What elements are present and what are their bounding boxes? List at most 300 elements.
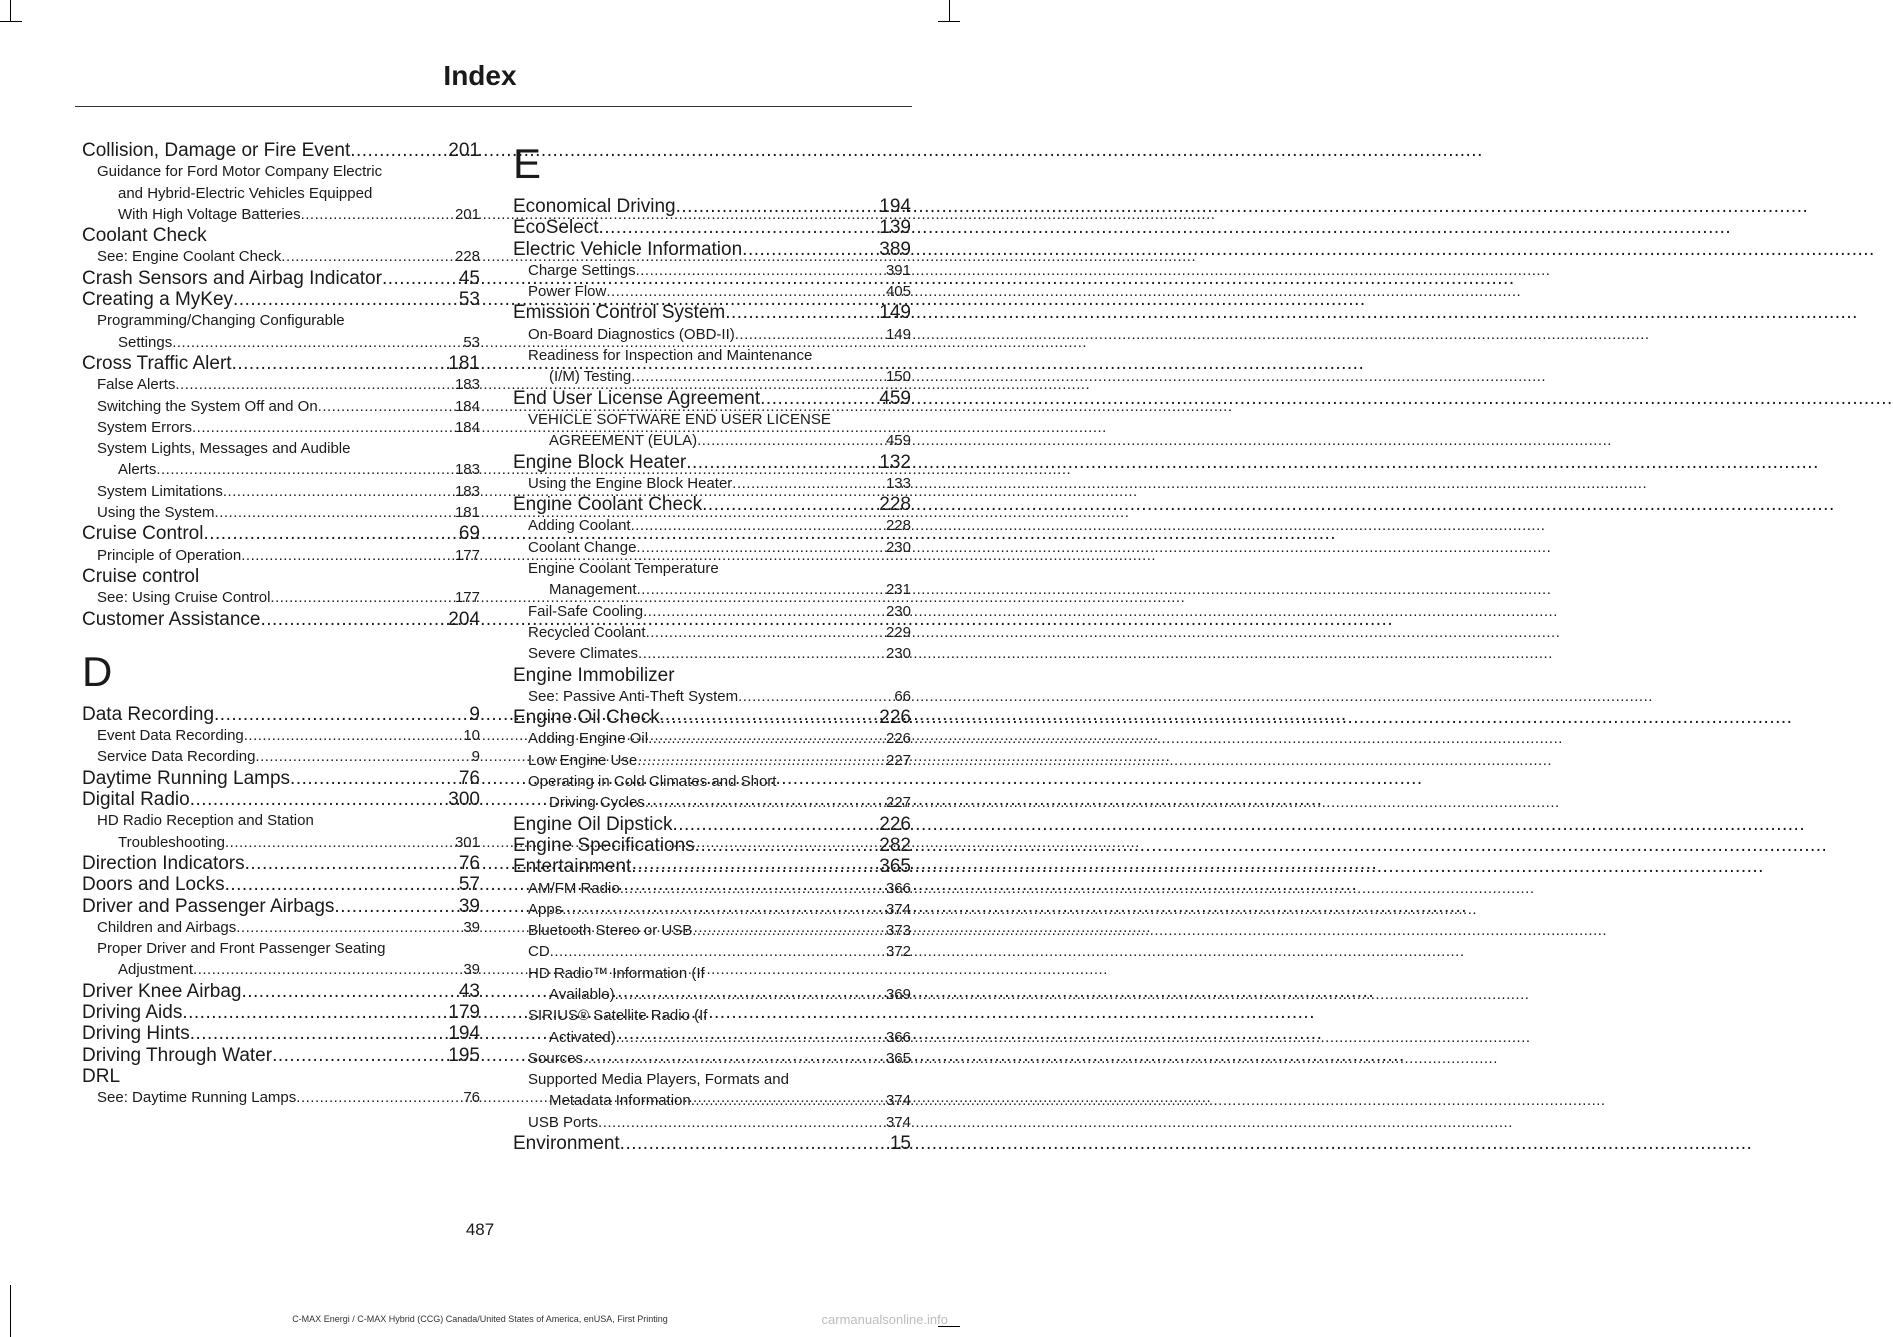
entry-row bbox=[97, 396, 480, 417]
entry-row bbox=[82, 609, 480, 630]
entry-row bbox=[82, 896, 480, 917]
leader-dots bbox=[686, 452, 879, 473]
entry-page-number: 300 bbox=[448, 789, 480, 811]
entry-title: With High Voltage Batteries bbox=[118, 205, 301, 223]
leader-dots bbox=[172, 332, 463, 353]
entry-row bbox=[97, 204, 480, 225]
leader-dots bbox=[738, 686, 894, 707]
leader-dots bbox=[232, 353, 449, 374]
leader-dots bbox=[725, 302, 879, 323]
entry-row bbox=[528, 920, 911, 941]
entry-title: Doors and Locks bbox=[82, 874, 225, 896]
index-column-right bbox=[513, 140, 911, 1154]
index-entry bbox=[82, 289, 480, 310]
crop-mark bbox=[949, 0, 950, 22]
entry-page-number: 9 bbox=[471, 748, 480, 766]
entry-row bbox=[82, 874, 480, 895]
entry-row bbox=[97, 959, 480, 980]
entry-title: Engine Immobilizer bbox=[513, 664, 675, 686]
index-entry bbox=[513, 835, 911, 856]
entry-page-number: 76 bbox=[458, 767, 480, 789]
entry-page-number: 365 bbox=[879, 856, 911, 878]
entry-row bbox=[528, 643, 911, 664]
entry-row bbox=[528, 324, 911, 345]
entry-title: End User License Agreement bbox=[513, 387, 761, 409]
index-subentry bbox=[513, 473, 911, 494]
leader-dots bbox=[255, 746, 471, 767]
index-entry bbox=[82, 1002, 480, 1023]
entry-text-line: System Lights, Messages and Audible bbox=[97, 440, 351, 458]
entry-row bbox=[82, 523, 480, 544]
entry-page-number: 373 bbox=[885, 922, 911, 940]
entry-row bbox=[528, 792, 911, 813]
leader-dots bbox=[215, 502, 455, 523]
entry-row bbox=[528, 686, 911, 707]
entry-page-number: 15 bbox=[889, 1133, 911, 1155]
entry-page-number: 184 bbox=[454, 397, 480, 415]
index-subentry bbox=[82, 396, 480, 417]
index-subentry bbox=[513, 515, 911, 536]
entry-page-number: 228 bbox=[885, 517, 911, 535]
entry-row bbox=[528, 473, 911, 494]
leader-dots bbox=[620, 878, 886, 899]
watermark: carmanualsonline.info bbox=[821, 1312, 948, 1327]
entry-page-number: 139 bbox=[879, 217, 911, 239]
leader-dots bbox=[583, 1048, 886, 1069]
index-subentry bbox=[82, 1087, 480, 1108]
entry-row bbox=[513, 302, 911, 323]
index-subentry bbox=[513, 750, 911, 771]
leader-dots bbox=[272, 1045, 448, 1066]
entry-page-number: 179 bbox=[448, 1001, 480, 1023]
leader-dots bbox=[156, 459, 455, 480]
entry-page-number: 194 bbox=[879, 196, 911, 217]
index-entry bbox=[82, 1023, 480, 1044]
leader-dots bbox=[697, 430, 886, 451]
index-entry bbox=[513, 302, 911, 323]
entry-row bbox=[97, 725, 480, 746]
entry-row bbox=[528, 260, 911, 281]
entry-row bbox=[528, 601, 911, 622]
entry-title: Management bbox=[549, 581, 637, 599]
leader-dots bbox=[190, 1023, 449, 1044]
entry-title: On-Board Diagnostics (OBD-II) bbox=[528, 325, 735, 343]
entry-page-number: 201 bbox=[448, 140, 480, 161]
index-subentry bbox=[513, 409, 911, 452]
entry-title: Data Recording bbox=[82, 703, 215, 725]
index-entry bbox=[513, 239, 911, 260]
entry-title: Power Flow bbox=[528, 283, 607, 301]
entry-title: Service Data Recording bbox=[97, 748, 256, 766]
entry-page-number: 228 bbox=[879, 494, 911, 516]
leader-dots bbox=[631, 366, 886, 387]
entry-row bbox=[82, 1045, 480, 1066]
entry-page-number: 10 bbox=[463, 727, 480, 745]
entry-row bbox=[82, 981, 480, 1002]
entry-page-number: 374 bbox=[885, 1092, 911, 1110]
entry-title: Electric Vehicle Information bbox=[513, 238, 743, 260]
entry-title: Adjustment bbox=[118, 961, 194, 979]
index-subentry bbox=[82, 746, 480, 767]
index-entry bbox=[82, 225, 480, 246]
index-entry bbox=[82, 523, 480, 544]
entry-text-line: HD Radio™ Information (If bbox=[528, 964, 705, 982]
entry-text-line: SIRIUS® Satellite Radio (If bbox=[528, 1007, 708, 1025]
entry-title: Customer Assistance bbox=[82, 608, 261, 630]
entry-title: Severe Climates bbox=[528, 645, 639, 663]
index-entry bbox=[513, 494, 911, 515]
entry-row bbox=[528, 878, 911, 899]
entry-page-number: 149 bbox=[885, 325, 911, 343]
page-title: Index bbox=[443, 60, 517, 91]
section-letter: E bbox=[513, 140, 542, 187]
entry-text-line: Proper Driver and Front Passenger Seating bbox=[97, 940, 386, 958]
entry-title: AGREEMENT (EULA) bbox=[549, 432, 698, 450]
entry-title: DRL bbox=[82, 1065, 121, 1087]
leader-dots bbox=[631, 856, 879, 877]
leader-dots bbox=[182, 1002, 448, 1023]
entry-page-number: 405 bbox=[885, 283, 911, 301]
entry-title: Troubleshooting bbox=[118, 833, 226, 851]
leader-dots bbox=[241, 545, 455, 566]
entry-row bbox=[528, 941, 911, 962]
entry-title: See: Daytime Running Lamps bbox=[97, 1089, 297, 1107]
entry-row bbox=[513, 452, 911, 473]
entry-row bbox=[513, 494, 911, 515]
entry-row bbox=[97, 545, 480, 566]
entry-row bbox=[513, 239, 911, 260]
crop-mark bbox=[10, 0, 11, 22]
entry-title: Direction Indicators bbox=[82, 852, 245, 874]
entry-title: See: Engine Coolant Check bbox=[97, 248, 282, 266]
entry-row bbox=[513, 665, 911, 686]
leader-dots bbox=[382, 268, 459, 289]
entry-title: Settings bbox=[118, 333, 173, 351]
leader-dots bbox=[281, 246, 455, 267]
entry-title: EcoSelect bbox=[513, 217, 599, 239]
entry-page-number: 365 bbox=[885, 1049, 911, 1067]
entry-row bbox=[97, 917, 480, 938]
leader-dots bbox=[637, 579, 886, 600]
leader-dots bbox=[732, 473, 886, 494]
entry-page-number: 181 bbox=[454, 504, 480, 522]
index-entry bbox=[82, 853, 480, 874]
leader-dots bbox=[631, 515, 886, 536]
entry-title: System Limitations bbox=[97, 482, 223, 500]
leader-dots bbox=[695, 835, 880, 856]
entry-row bbox=[82, 289, 480, 310]
entry-page-number: 76 bbox=[458, 852, 480, 874]
entry-title: CD bbox=[528, 943, 550, 961]
entry-row bbox=[97, 374, 480, 395]
index-entry bbox=[82, 874, 480, 895]
entry-row bbox=[82, 566, 480, 587]
leader-dots bbox=[692, 920, 886, 941]
entry-title: Driver Knee Airbag bbox=[82, 980, 242, 1002]
entry-row bbox=[513, 196, 911, 217]
index-subentry bbox=[513, 728, 911, 749]
entry-title: Engine Specifications bbox=[513, 834, 695, 856]
leader-dots bbox=[637, 750, 886, 771]
entry-title: Driving Cycles bbox=[549, 794, 645, 812]
index-subentry bbox=[513, 1048, 911, 1069]
entry-row bbox=[528, 1090, 911, 1111]
entry-page-number: 69 bbox=[458, 523, 480, 545]
index-subentry bbox=[513, 771, 911, 814]
entry-title: Cruise Control bbox=[82, 523, 204, 545]
leader-dots bbox=[648, 728, 886, 749]
entry-title: Engine Oil Dipstick bbox=[513, 813, 673, 835]
index-subentry bbox=[513, 601, 911, 622]
entry-row bbox=[97, 332, 480, 353]
index-entry bbox=[513, 665, 911, 686]
entry-title: Low Engine Use bbox=[528, 751, 638, 769]
index-subentry bbox=[82, 810, 480, 853]
entry-page-number: 9 bbox=[469, 703, 480, 725]
entry-row bbox=[97, 246, 480, 267]
entry-page-number: 39 bbox=[463, 961, 480, 979]
entry-text-line: Readiness for Inspection and Maintenance bbox=[528, 347, 813, 365]
entry-page-number: 459 bbox=[885, 432, 911, 450]
entry-row bbox=[513, 217, 911, 238]
leader-dots bbox=[193, 959, 463, 980]
entry-title: System Errors bbox=[97, 418, 193, 436]
index-entry bbox=[82, 353, 480, 374]
entry-page-number: 57 bbox=[458, 874, 480, 896]
entry-title: Activated) bbox=[549, 1028, 616, 1046]
entry-row bbox=[97, 502, 480, 523]
leader-dots bbox=[334, 896, 458, 917]
leader-dots bbox=[735, 324, 886, 345]
entry-page-number: 301 bbox=[454, 833, 480, 851]
entry-title: Alerts bbox=[118, 461, 157, 479]
entry-page-number: 39 bbox=[463, 918, 480, 936]
leader-dots bbox=[270, 587, 455, 608]
entry-page-number: 194 bbox=[448, 1023, 480, 1045]
index-entry bbox=[82, 1066, 480, 1087]
index-subentry bbox=[82, 502, 480, 523]
entry-text-line: Engine Coolant Temperature bbox=[528, 560, 719, 578]
index-subentry bbox=[513, 963, 911, 1006]
entry-title: Daytime Running Lamps bbox=[82, 767, 291, 789]
index-entry bbox=[82, 140, 480, 161]
entry-title: Entertainment bbox=[513, 856, 632, 878]
entry-page-number: 391 bbox=[885, 261, 911, 279]
entry-title: Driving Aids bbox=[82, 1001, 183, 1023]
entry-row bbox=[82, 353, 480, 374]
entry-row bbox=[528, 1027, 911, 1048]
index-entry bbox=[82, 1045, 480, 1066]
leader-dots bbox=[643, 601, 886, 622]
leader-dots bbox=[241, 981, 458, 1002]
header-divider bbox=[75, 106, 912, 107]
index-subentry bbox=[82, 310, 480, 353]
entry-page-number: 282 bbox=[879, 834, 911, 856]
entry-title: Driving Hints bbox=[82, 1023, 190, 1045]
entry-row bbox=[97, 417, 480, 438]
index-entry bbox=[513, 856, 911, 877]
index-entry bbox=[513, 452, 911, 473]
index-subentry bbox=[82, 545, 480, 566]
entry-text-line: Supported Media Players, Formats and bbox=[528, 1071, 789, 1089]
index-subentry bbox=[82, 438, 480, 481]
entry-title: See: Using Cruise Control bbox=[97, 589, 271, 607]
leader-dots bbox=[676, 196, 880, 217]
index-subentry bbox=[82, 374, 480, 395]
leader-dots bbox=[244, 725, 464, 746]
entry-page-number: 366 bbox=[885, 1028, 911, 1046]
index-entry bbox=[82, 268, 480, 289]
index-entry bbox=[82, 896, 480, 917]
entry-page-number: 177 bbox=[454, 589, 480, 607]
leader-dots bbox=[223, 481, 455, 502]
leader-dots bbox=[598, 1112, 886, 1133]
entry-row bbox=[82, 1023, 480, 1044]
leader-dots bbox=[638, 643, 886, 664]
leader-dots bbox=[260, 609, 448, 630]
index-subentry bbox=[513, 941, 911, 962]
entry-row bbox=[528, 366, 911, 387]
entry-text-line: Guidance for Ford Motor Company Electric bbox=[97, 163, 383, 181]
entry-title: Sources bbox=[528, 1049, 584, 1067]
entry-page-number: 227 bbox=[885, 794, 911, 812]
entry-title: Using the System bbox=[97, 504, 215, 522]
leader-dots bbox=[606, 281, 886, 302]
leader-dots bbox=[296, 1087, 463, 1108]
crop-mark bbox=[938, 21, 960, 22]
leader-dots bbox=[225, 832, 455, 853]
entry-row bbox=[513, 835, 911, 856]
leader-dots bbox=[214, 704, 469, 725]
entry-page-number: 204 bbox=[448, 608, 480, 630]
leader-dots bbox=[636, 537, 886, 558]
index-entry bbox=[82, 609, 480, 630]
entry-page-number: 177 bbox=[454, 546, 480, 564]
index-subentry bbox=[513, 260, 911, 281]
entry-title: Digital Radio bbox=[82, 789, 190, 811]
index-subentry bbox=[513, 1069, 911, 1112]
entry-title: Emission Control System bbox=[513, 302, 726, 324]
entry-page-number: 66 bbox=[894, 687, 911, 705]
index-entry bbox=[82, 566, 480, 587]
index-subentry bbox=[513, 281, 911, 302]
leader-dots bbox=[236, 917, 463, 938]
entry-row bbox=[528, 537, 911, 558]
index-entry bbox=[513, 1133, 911, 1154]
entry-title: (I/M) Testing bbox=[549, 368, 632, 386]
entry-row bbox=[528, 1112, 911, 1133]
leader-dots bbox=[225, 874, 459, 895]
leader-dots bbox=[599, 217, 880, 238]
entry-title: Engine Coolant Check bbox=[513, 494, 703, 516]
index-entry bbox=[82, 768, 480, 789]
index-subentry bbox=[513, 345, 911, 388]
entry-title: Creating a MyKey bbox=[82, 289, 234, 311]
entry-page-number: 183 bbox=[454, 482, 480, 500]
index-subentry bbox=[513, 324, 911, 345]
index-entry bbox=[82, 704, 480, 725]
index-entry bbox=[82, 981, 480, 1002]
entry-row bbox=[82, 768, 480, 789]
index-entry bbox=[513, 196, 911, 217]
entry-title: Coolant Check bbox=[82, 225, 207, 247]
entry-row bbox=[513, 856, 911, 877]
index-subentry bbox=[82, 587, 480, 608]
entry-row bbox=[82, 704, 480, 725]
index-subentry bbox=[513, 1005, 911, 1048]
index-subentry bbox=[513, 1112, 911, 1133]
leader-dots bbox=[691, 1090, 886, 1111]
entry-row bbox=[528, 579, 911, 600]
index-subentry bbox=[513, 920, 911, 941]
entry-row bbox=[82, 268, 480, 289]
leader-dots bbox=[203, 523, 458, 544]
entry-row bbox=[528, 750, 911, 771]
entry-page-number: 372 bbox=[885, 943, 911, 961]
entry-title: Charge Settings bbox=[528, 261, 636, 279]
index-entry bbox=[513, 388, 911, 409]
entry-row bbox=[513, 388, 911, 409]
entry-page-number: 374 bbox=[885, 900, 911, 918]
entry-title: Environment bbox=[513, 1133, 620, 1155]
crop-mark bbox=[10, 1285, 11, 1337]
entry-text-line: VEHICLE SOFTWARE END USER LICENSE bbox=[528, 410, 831, 428]
entry-page-number: 149 bbox=[879, 302, 911, 324]
leader-dots bbox=[192, 417, 455, 438]
leader-dots bbox=[245, 853, 459, 874]
leader-dots bbox=[702, 494, 879, 515]
leader-dots bbox=[636, 260, 886, 281]
index-subentry bbox=[82, 917, 480, 938]
leader-dots bbox=[175, 374, 455, 395]
entry-title: Collision, Damage or Fire Event bbox=[82, 140, 351, 161]
entry-page-number: 43 bbox=[458, 980, 480, 1002]
entry-title: Driving Through Water bbox=[82, 1044, 273, 1066]
leader-dots bbox=[233, 289, 459, 310]
entry-page-number: 230 bbox=[885, 602, 911, 620]
entry-title: Switching the System Off and On bbox=[97, 397, 318, 415]
page-number: 487 bbox=[465, 1220, 495, 1239]
entry-row bbox=[528, 1048, 911, 1069]
entry-title: Using the Engine Block Heater bbox=[528, 474, 733, 492]
entry-page-number: 366 bbox=[885, 879, 911, 897]
leader-dots bbox=[550, 941, 886, 962]
leader-dots bbox=[615, 984, 886, 1005]
entry-page-number: 133 bbox=[885, 474, 911, 492]
index-subentry bbox=[82, 481, 480, 502]
entry-row bbox=[528, 622, 911, 643]
entry-row bbox=[82, 140, 480, 161]
index-subentry bbox=[513, 643, 911, 664]
entry-row bbox=[513, 707, 911, 728]
leader-dots bbox=[620, 1133, 890, 1154]
entry-page-number: 226 bbox=[879, 707, 911, 729]
entry-page-number: 53 bbox=[458, 289, 480, 311]
entry-title: Crash Sensors and Airbag Indicator bbox=[82, 267, 382, 289]
entry-title: Event Data Recording bbox=[97, 727, 244, 745]
entry-page-number: 76 bbox=[463, 1089, 480, 1107]
leader-dots bbox=[660, 707, 880, 728]
entry-row bbox=[97, 1087, 480, 1108]
entry-page-number: 369 bbox=[885, 985, 911, 1003]
entry-row bbox=[82, 1066, 480, 1087]
entry-title: AM/FM Radio bbox=[528, 879, 620, 897]
entry-row bbox=[97, 587, 480, 608]
leader-dots bbox=[616, 1027, 886, 1048]
entry-title: See: Passive Anti-Theft System bbox=[528, 687, 739, 705]
entry-page-number: 229 bbox=[885, 623, 911, 641]
leader-dots bbox=[645, 792, 886, 813]
